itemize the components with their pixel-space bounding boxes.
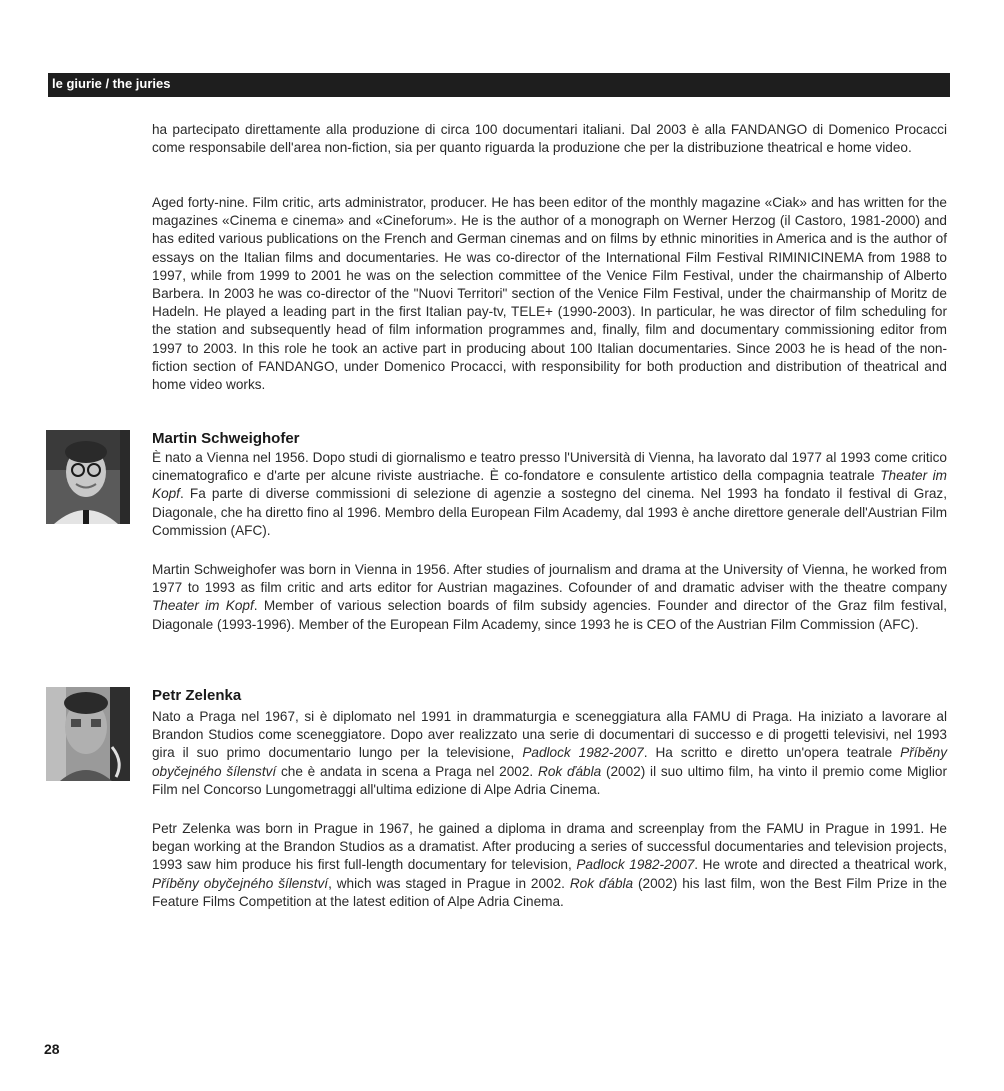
section-header — [48, 73, 950, 97]
juror-bio-english-zelenka: Petr Zelenka was born in Prague in 1967, he gained a diploma in drama and screenplay from the FAMU in Prague in 1991. He began working at the Brandon Studios as a dramatist. After producing a series of successful documentaries and television projects, 1993 saw him produce his first full-length documentary for television, Padlock 1982-2007. He wrote and directed a theatrical work, Příběny obyčejného šílenství, which was staged in Prague in 2002. Rok ďábla (2002) his last film, won the Best Film Prize in the Feature Films Competition at the latest edition of Alpe Adria Cinema. — [152, 821, 947, 909]
juror-bio-english-schweighofer: Martin Schweighofer was born in Vienna in 1956. After studies of journalism and drama at the University of Vienna, he worked from 1977 to 1993 as film critic and arts editor for Austrian magazines. Cofounder of and dramatic adviser with the theatre company Theater im Kopf. Member of various selection boards of film subsidy agencies. Founder and director of the Graz film festival, Diagonale (1993-1996). Member of the European Film Academy, since 1993 he is CEO of the Austrian Film Commission (AFC). — [152, 562, 948, 632]
juror-photo-zelenka — [46, 687, 130, 781]
juror-name-zelenka: Petr Zelenka — [152, 687, 242, 704]
intro-italian-tail: ha partecipato direttamente alla produzione di circa 100 documentari italiani. Dal 2003 è alla FANDANGO di Domenico Procacci come responsabile dell'area non-fiction, sia per quanto riguarda la produzione che per la distribuzione theatrical e home video. — [152, 122, 947, 156]
section-title: le giurie / the juries — [52, 76, 171, 91]
juror-name-schweighofer: Martin Schweighofer — [152, 430, 300, 447]
juror-bio-italian-schweighofer: È nato a Vienna nel 1956. Dopo studi di giornalismo e teatro presso l'Università di Vienna, ha lavorato dal 1977 al 1993 come critico cinematografico e d'arte per alcune riviste austriache. È co-fondatore e consulente artistico della compagnia teatrale Theater im Kopf. Fa parte di diverse commissioni di selezione di agenzie a sostegno del cinema. Nel 1993 ha fondato il festival di Graz, Diagonale, che ha diretto fino al 1996. Membro della European Film Academy, dal 1993 è anche direttore generale dell'Austrian Film Commission (AFC). — [152, 450, 948, 538]
juror-photo-schweighofer — [46, 430, 130, 524]
intro-english-bio: Aged forty-nine. Film critic, arts administrator, producer. He has been editor of the monthly magazine «Ciak» and has written for the magazines «Cinema e cinema» and «Cineforum». He is the author of a monograph on Werner Herzog (il Castoro, 1981-2000) and has edited various publications on the French and German cinemas and on films by ethnic minorities in America and is the author of essays on the Italian films and documentaries. He was co-director of the International Film Festival RIMINICINEMA from 1988 to 1997, while from 1999 to 2001 he was on the selection committee of the Venice Film Festival, under the chairmanship of Alberto Barbera. In 2003 he was co-director of the "Nuovi Territori" section of the Venice Film Festival, under the chairmanship of Moritz de Hadeln. He played a leading part in the first Italian pay-tv, TELE+ (1990-2003). In particular, he was director of film scheduling for the station and subsequently head of film information programmes and, finally, film and documentary commissioning editor from 1997 to 2003. In this role he took an active part in producing about 100 Italian documentaries. Since 2003 he is head of the non-fiction section of FANDANGO, under Domenico Procacci, with responsibility for both production and distribution of theatrical and home video works. — [152, 195, 947, 393]
page-number: 28 — [44, 1041, 60, 1057]
juror-bio-italian-zelenka: Nato a Praga nel 1967, si è diplomato nel 1991 in drammaturgia e sceneggiatura alla FAMU di Praga. Ha iniziato a lavorare al Brandon Studios come sceneggiatore. Dopo aver realizzato una serie di documentari di successo e di progetti televisivi, nel 1993 gira il suo primo documentario lungo per la televisione, Padlock 1982-2007. Ha scritto e diretto un'opera teatrale Příběny obyčejného šílenství che è andata in scena a Praga nel 2002. Rok ďábla (2002) il suo ultimo film, ha vinto il premio come Miglior Film nel Concorso Lungometraggi all'ultima edizione di Alpe Adria Cinema. — [152, 709, 947, 797]
